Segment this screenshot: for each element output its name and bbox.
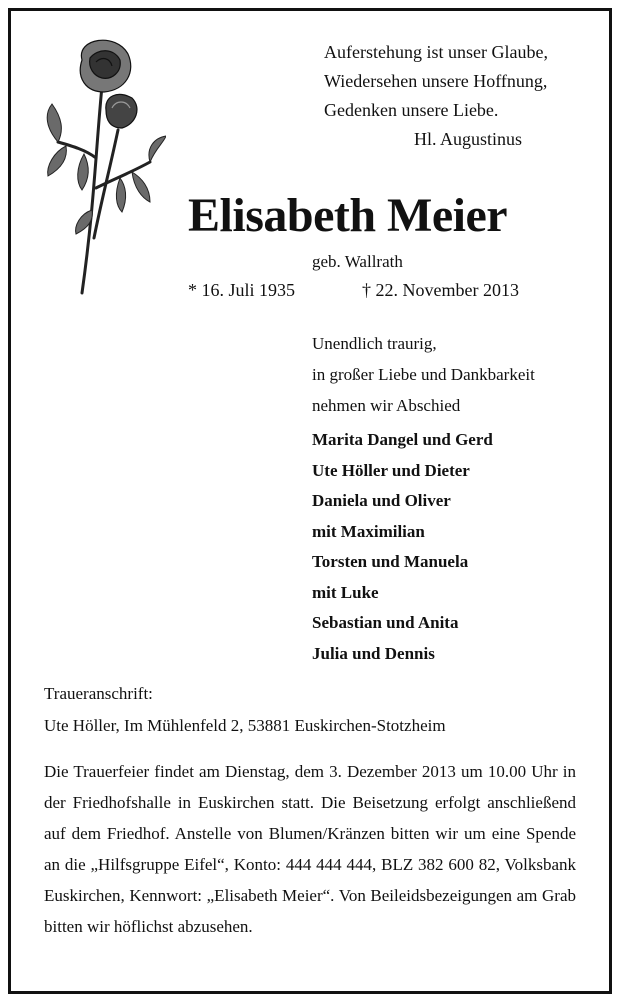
family-member: Torsten und Manuela — [312, 552, 469, 571]
deceased-name: Elisabeth Meier — [188, 189, 508, 242]
family-member: Ute Höller und Dieter — [312, 460, 470, 480]
address-value: Ute Höller, Im Mühlenfeld 2, 53881 Euskirchen-Stotzheim — [44, 716, 446, 735]
quote-block — [324, 38, 548, 154]
death-date: † 22. November 2013 — [362, 280, 519, 300]
mourning-line: nehmen wir Abschied — [312, 396, 461, 415]
quote-line: Gedenken unsere Liebe. — [324, 100, 499, 120]
rose-icon — [36, 38, 166, 300]
mourning-text — [312, 328, 535, 421]
family-member: Daniela und Oliver — [312, 491, 451, 510]
quote-line: Auferstehung ist unser Glaube, — [324, 42, 548, 62]
mourning-line: in großer Liebe und Dankbarkeit — [312, 365, 535, 384]
family-member: Sebastian und Anita — [312, 613, 459, 632]
family-member: Julia und Dennis — [312, 643, 435, 663]
ceremony-paragraph: Die Trauerfeier findet am Dienstag, dem 3. Dezember 2013 um 10.00 Uhr in der Friedhofshalle in Euskirchen statt. Die Beisetzung erfolgt anschließend auf dem Friedhof. Anstelle von Blumen/Kränzen bitten wir um eine Spende an die „Hilfsgruppe Eifel“, Konto: 444 444 444, BLZ 382 600 82, Volksbank Euskirchen, Kennwort: „Elisabeth Meier“. Von Beileidsbezeigungen am Grab bitten wir höflichst abzusehen. — [44, 762, 576, 936]
mourning-line: Unendlich traurig, — [312, 334, 437, 353]
family-member: mit Maximilian — [312, 521, 425, 541]
birth-name: geb. Wallrath — [312, 252, 403, 271]
address-label: Traueranschrift: — [44, 684, 153, 703]
quote-author: Hl. Augustinus — [414, 129, 523, 149]
quote-line: Wiedersehen unsere Hoffnung, — [324, 71, 548, 91]
birth-date: * 16. Juli 1935 — [188, 280, 296, 300]
family-member: mit Luke — [312, 582, 379, 602]
family-list — [312, 425, 493, 669]
family-member: Marita Dangel und Gerd — [312, 430, 493, 449]
